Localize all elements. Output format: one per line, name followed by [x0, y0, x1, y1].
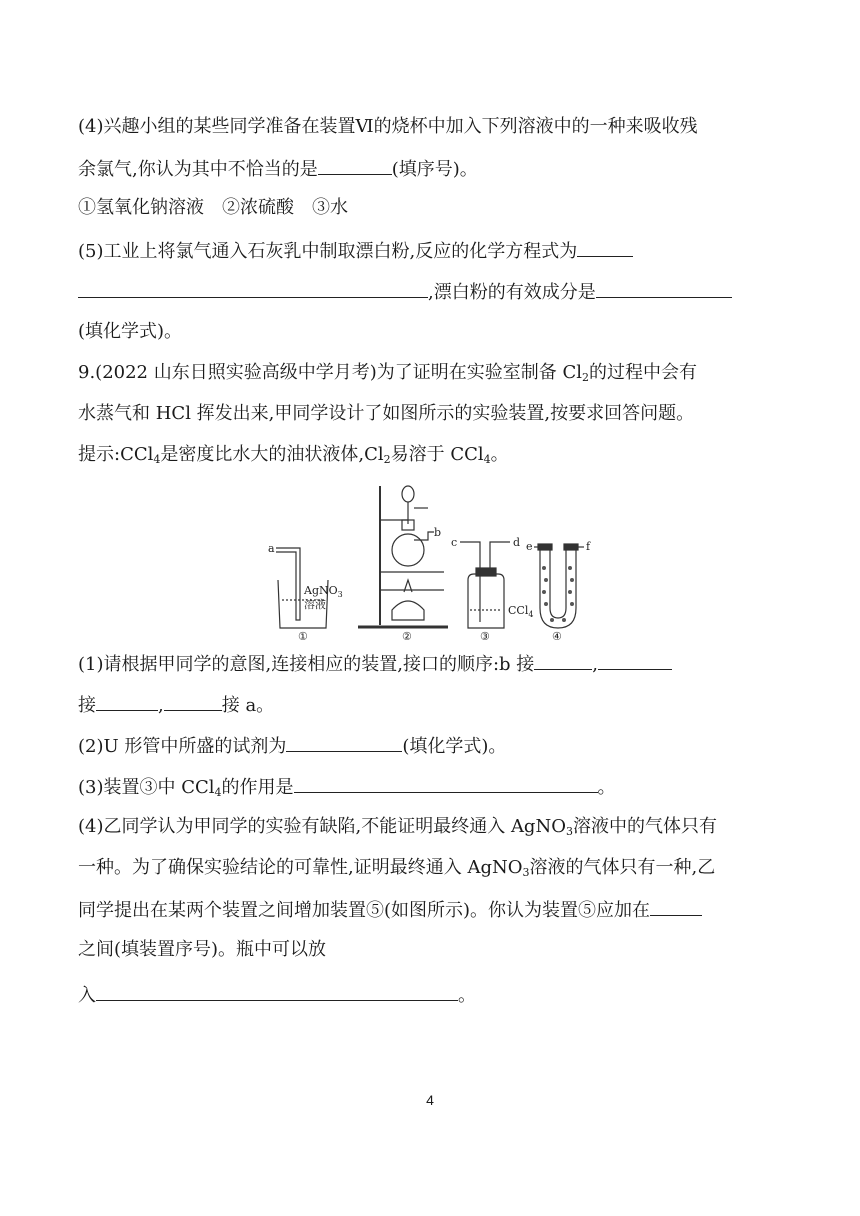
text: (1)请根据甲同学的意图,连接相应的装置,接口的顺序:b 接 [78, 654, 535, 675]
q9-part1-line2 [78, 692, 274, 718]
subscript: 2 [582, 371, 589, 384]
label-f: f [586, 540, 591, 553]
q9-part3 [78, 774, 616, 800]
text: ,漂白粉的有效成分是 [428, 282, 596, 303]
label-agno3: AgNO$_3$ [304, 584, 343, 599]
q9-stem-line2 [78, 402, 694, 426]
text: ①氢氧化钠溶液 ②浓硫酸 ③水 [78, 197, 348, 218]
answer-blank[interactable] [598, 651, 672, 670]
subscript: 3 [522, 866, 530, 879]
text: 余氯气,你认为其中不恰当的是 [78, 159, 318, 180]
q9-stem-line1 [78, 361, 697, 385]
text: (5)工业上将氯气通入石灰乳中制取漂白粉,反应的化学方程式为 [78, 241, 578, 262]
q9-part4-line4 [78, 938, 326, 962]
apparatus-figure [258, 480, 598, 640]
text: , [158, 695, 164, 716]
text: (3)装置③中 CCl [78, 777, 215, 798]
answer-blank[interactable] [596, 279, 732, 298]
answer-blank[interactable] [78, 279, 428, 298]
text: (2)U 形管中所盛的试剂为 [78, 736, 287, 757]
label-d: d [513, 536, 521, 549]
answer-blank[interactable] [534, 651, 592, 670]
text: , [592, 654, 598, 675]
q9-part2 [78, 733, 506, 759]
label-a: a [268, 542, 275, 555]
q8-part5-line1 [78, 238, 633, 264]
answer-blank[interactable] [164, 692, 222, 711]
text: 溶液中的气体只有 [572, 816, 717, 837]
label-solution: 溶液 [304, 598, 326, 611]
text: 之间(填装置序号)。瓶中可以放 [78, 939, 327, 960]
text: (填化学式)。 [402, 736, 507, 757]
label-2: ② [402, 630, 412, 640]
q8-part4-line2 [78, 156, 478, 182]
subscript: 2 [383, 453, 391, 466]
text: 同学提出在某两个装置之间增加装置⑤(如图所示)。你认为装置⑤应加在 [78, 900, 651, 921]
q8-part4-options [78, 196, 348, 220]
answer-blank[interactable] [318, 156, 392, 175]
q9-part4-line2 [78, 856, 715, 880]
label-3: ③ [480, 630, 490, 640]
text: 溶液的气体只有一种,乙 [529, 857, 716, 878]
answer-blank[interactable] [577, 238, 633, 257]
answer-blank[interactable] [96, 692, 158, 711]
label-c: c [451, 536, 458, 549]
subscript: 4 [153, 453, 161, 466]
text: 。 [490, 444, 509, 465]
q9-part1-line1 [78, 651, 672, 677]
label-ccl4: CCl$_4$ [508, 604, 534, 619]
text: 接 a。 [221, 695, 275, 716]
answer-blank[interactable] [96, 982, 458, 1001]
text: 9.(2022 山东日照实验高级中学月考)为了证明在实验室制备 Cl [78, 362, 582, 383]
device-3-bottle [460, 542, 510, 628]
subscript: 3 [565, 825, 573, 838]
q9-part4-line5 [78, 982, 476, 1008]
answer-blank[interactable] [294, 774, 598, 793]
text: 的作用是 [221, 777, 294, 798]
text: 一种。为了确保实验结论的可靠性,证明最终通入 AgNO [78, 857, 523, 878]
text: (填序号)。 [391, 159, 478, 180]
text: 易溶于 CCl [390, 444, 484, 465]
text: (4)乙同学认为甲同学的实验有缺陷,不能证明最终通入 AgNO [78, 816, 566, 837]
q8-part4-line1 [78, 115, 698, 139]
subscript: 4 [214, 786, 222, 799]
q8-part5-line3 [78, 320, 182, 344]
text: (4)兴趣小组的某些同学准备在装置Ⅵ的烧杯中加入下列溶液中的一种来吸收残 [78, 116, 698, 137]
device-4-u-tube [534, 544, 584, 628]
answer-blank[interactable] [286, 733, 402, 752]
text: 水蒸气和 HCl 挥发出来,甲同学设计了如图所示的实验装置,按要求回答问题。 [78, 403, 695, 424]
text: 入 [78, 985, 96, 1006]
page-number: 4 [426, 1092, 434, 1108]
text: (填化学式)。 [78, 321, 183, 342]
device-2-generator [358, 486, 448, 627]
label-e: e [526, 540, 533, 553]
q9-part4-line3 [78, 897, 702, 923]
text: 接 [78, 695, 96, 716]
q9-part4-line1 [78, 815, 717, 839]
text: 是密度比水大的油状液体,Cl [160, 444, 384, 465]
text: 。 [597, 777, 616, 798]
text: 提示:CCl [78, 444, 154, 465]
text: 。 [458, 985, 476, 1006]
subscript: 4 [483, 453, 491, 466]
q9-hint [78, 443, 509, 467]
answer-blank[interactable] [650, 897, 702, 916]
text: 的过程中会有 [589, 362, 697, 383]
label-4: ④ [552, 630, 562, 640]
q8-part5-line2 [78, 279, 732, 305]
label-b: b [434, 526, 442, 539]
label-1: ① [298, 630, 308, 640]
